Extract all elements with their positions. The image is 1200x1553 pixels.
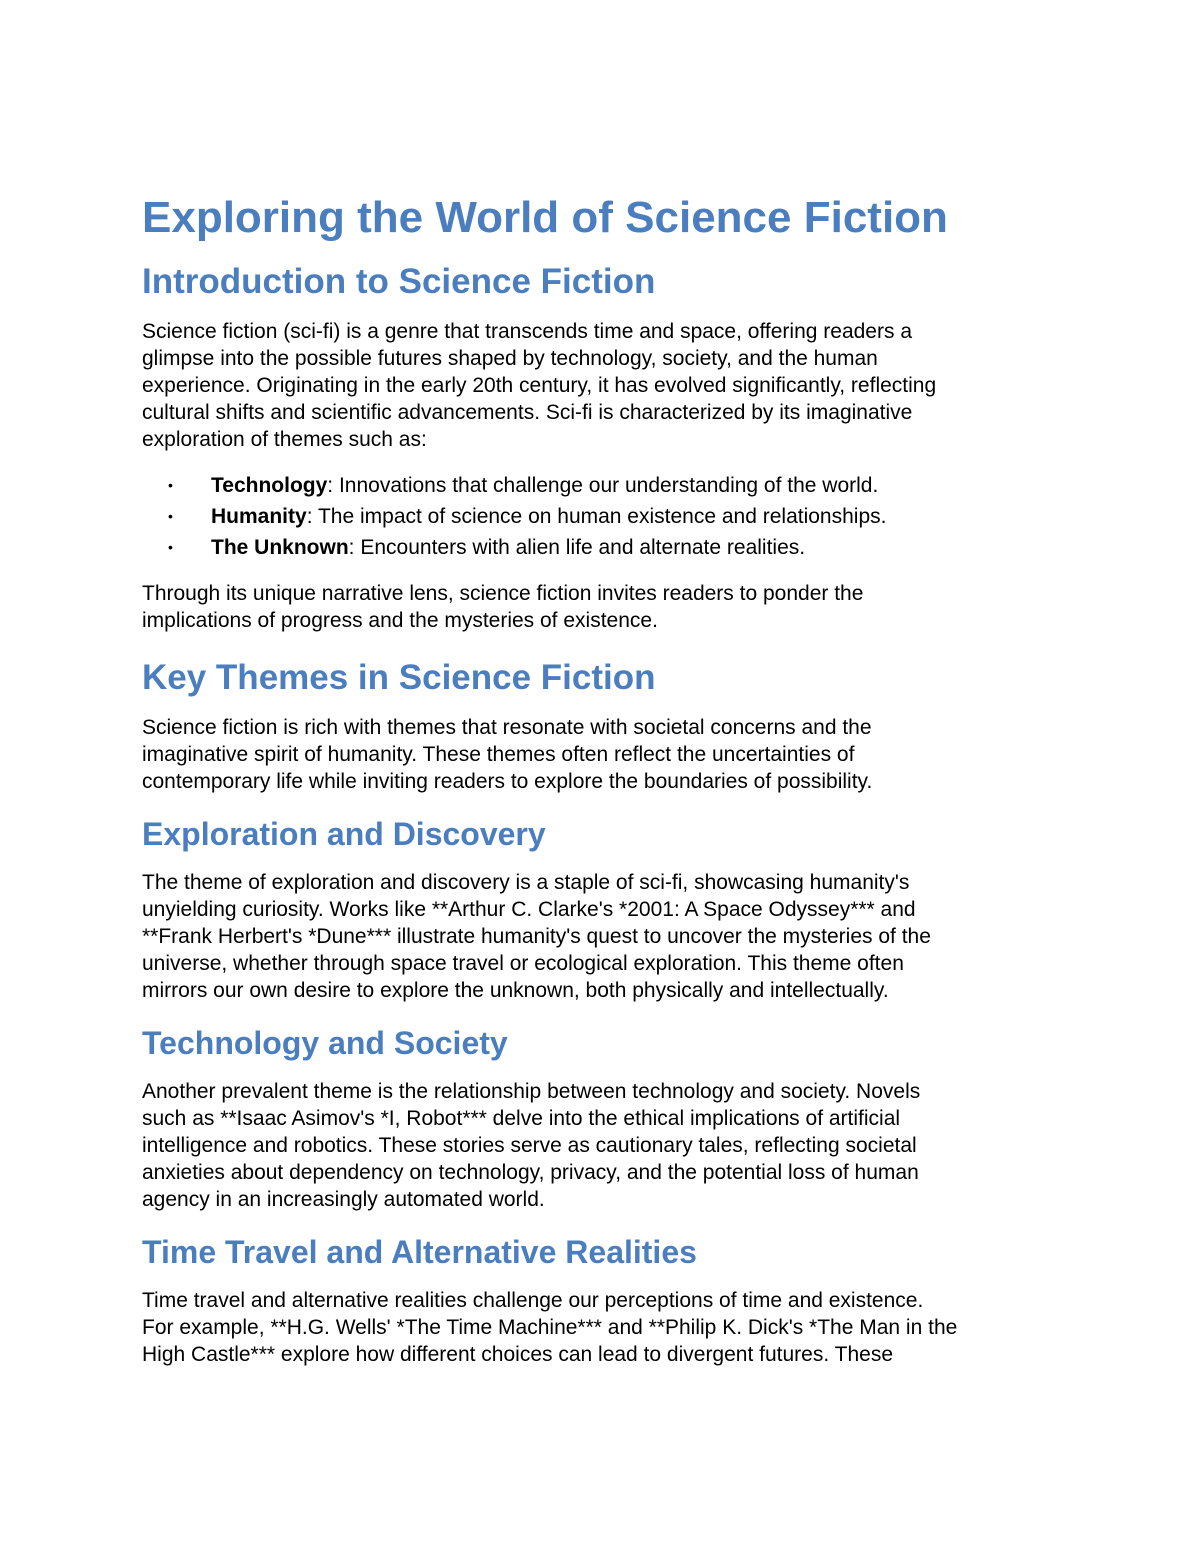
technology-paragraph	[142, 1078, 1062, 1213]
text-line: imaginative spirit of humanity. These themes often reflect the uncertainties of	[142, 743, 855, 766]
text-line: such as **Isaac Asimov's *I, Robot*** delve into the ethical implications of artificial	[142, 1107, 901, 1130]
text-line: glimpse into the possible futures shaped by technology, society, and the human	[142, 347, 878, 370]
text-line: Science fiction is rich with themes that resonate with societal concerns and the	[142, 716, 872, 739]
text-line: cultural shifts and scientific advancements. Sci-fi is characterized by its imaginative	[142, 401, 913, 424]
key-themes-paragraph	[142, 714, 1062, 795]
intro-paragraph	[142, 318, 1062, 453]
text-line: experience. Originating in the early 20th century, it has evolved significantly, reflecting	[142, 374, 937, 397]
text-line: For example, **H.G. Wells' *The Time Machine*** and **Philip K. Dick's *The Man in the	[142, 1316, 958, 1339]
text-line: Another prevalent theme is the relationship between technology and society. Novels	[142, 1080, 921, 1103]
list-item-technology	[142, 470, 1062, 501]
text-line: Through its unique narrative lens, science fiction invites readers to ponder the	[142, 582, 864, 605]
list-text: : Innovations that challenge our understanding of the world.	[327, 474, 879, 497]
list-term: Technology	[211, 474, 328, 497]
text-line: universe, whether through space travel or ecological exploration. This theme often	[142, 952, 904, 975]
bullet-icon: •	[168, 539, 173, 555]
document-title: Exploring the World of Science Fiction	[142, 193, 948, 242]
text-line: unyielding curiosity. Works like **Arthur C. Clarke's *2001: A Space Odyssey*** and	[142, 898, 916, 921]
text-line: contemporary life while inviting readers to explore the boundaries of possibility.	[142, 770, 873, 793]
themes-bullet-list	[142, 470, 1062, 563]
text-line: agency in an increasingly automated world.	[142, 1188, 545, 1211]
text-line: mirrors our own desire to explore the unknown, both physically and intellectually.	[142, 979, 889, 1002]
heading-introduction: Introduction to Science Fiction	[142, 262, 656, 301]
bullet-icon: •	[168, 477, 173, 493]
exploration-paragraph	[142, 869, 1062, 1004]
list-item-the-unknown	[142, 532, 1062, 563]
document-page	[142, 190, 1062, 1368]
time-travel-paragraph	[142, 1287, 1062, 1368]
text-line: Time travel and alternative realities challenge our perceptions of time and existence.	[142, 1289, 924, 1312]
text-line: High Castle*** explore how different choices can lead to divergent futures. These	[142, 1343, 893, 1366]
text-line: implications of progress and the mysteries of existence.	[142, 609, 658, 632]
list-item-humanity	[142, 501, 1062, 532]
list-text: : The impact of science on human existence and relationships.	[306, 505, 887, 528]
list-term: The Unknown	[211, 536, 349, 559]
text-line: **Frank Herbert's *Dune*** illustrate humanity's quest to uncover the mysteries of the	[142, 925, 931, 948]
intro-closing-paragraph	[142, 580, 1062, 634]
text-line: The theme of exploration and discovery is a staple of sci-fi, showcasing humanity's	[142, 871, 910, 894]
list-term: Humanity	[211, 505, 307, 528]
heading-key-themes: Key Themes in Science Fiction	[142, 658, 656, 697]
text-line: anxieties about dependency on technology, privacy, and the potential loss of human	[142, 1161, 919, 1184]
heading-exploration: Exploration and Discovery	[142, 816, 546, 852]
bullet-icon: •	[168, 508, 173, 524]
text-line: intelligence and robotics. These stories serve as cautionary tales, reflecting societal	[142, 1134, 917, 1157]
text-line: Science fiction (sci-fi) is a genre that transcends time and space, offering readers a	[142, 320, 912, 343]
heading-technology-society: Technology and Society	[142, 1025, 508, 1061]
heading-time-travel: Time Travel and Alternative Realities	[142, 1234, 697, 1270]
text-line: exploration of themes such as:	[142, 428, 427, 451]
list-text: : Encounters with alien life and alternate realities.	[348, 536, 806, 559]
